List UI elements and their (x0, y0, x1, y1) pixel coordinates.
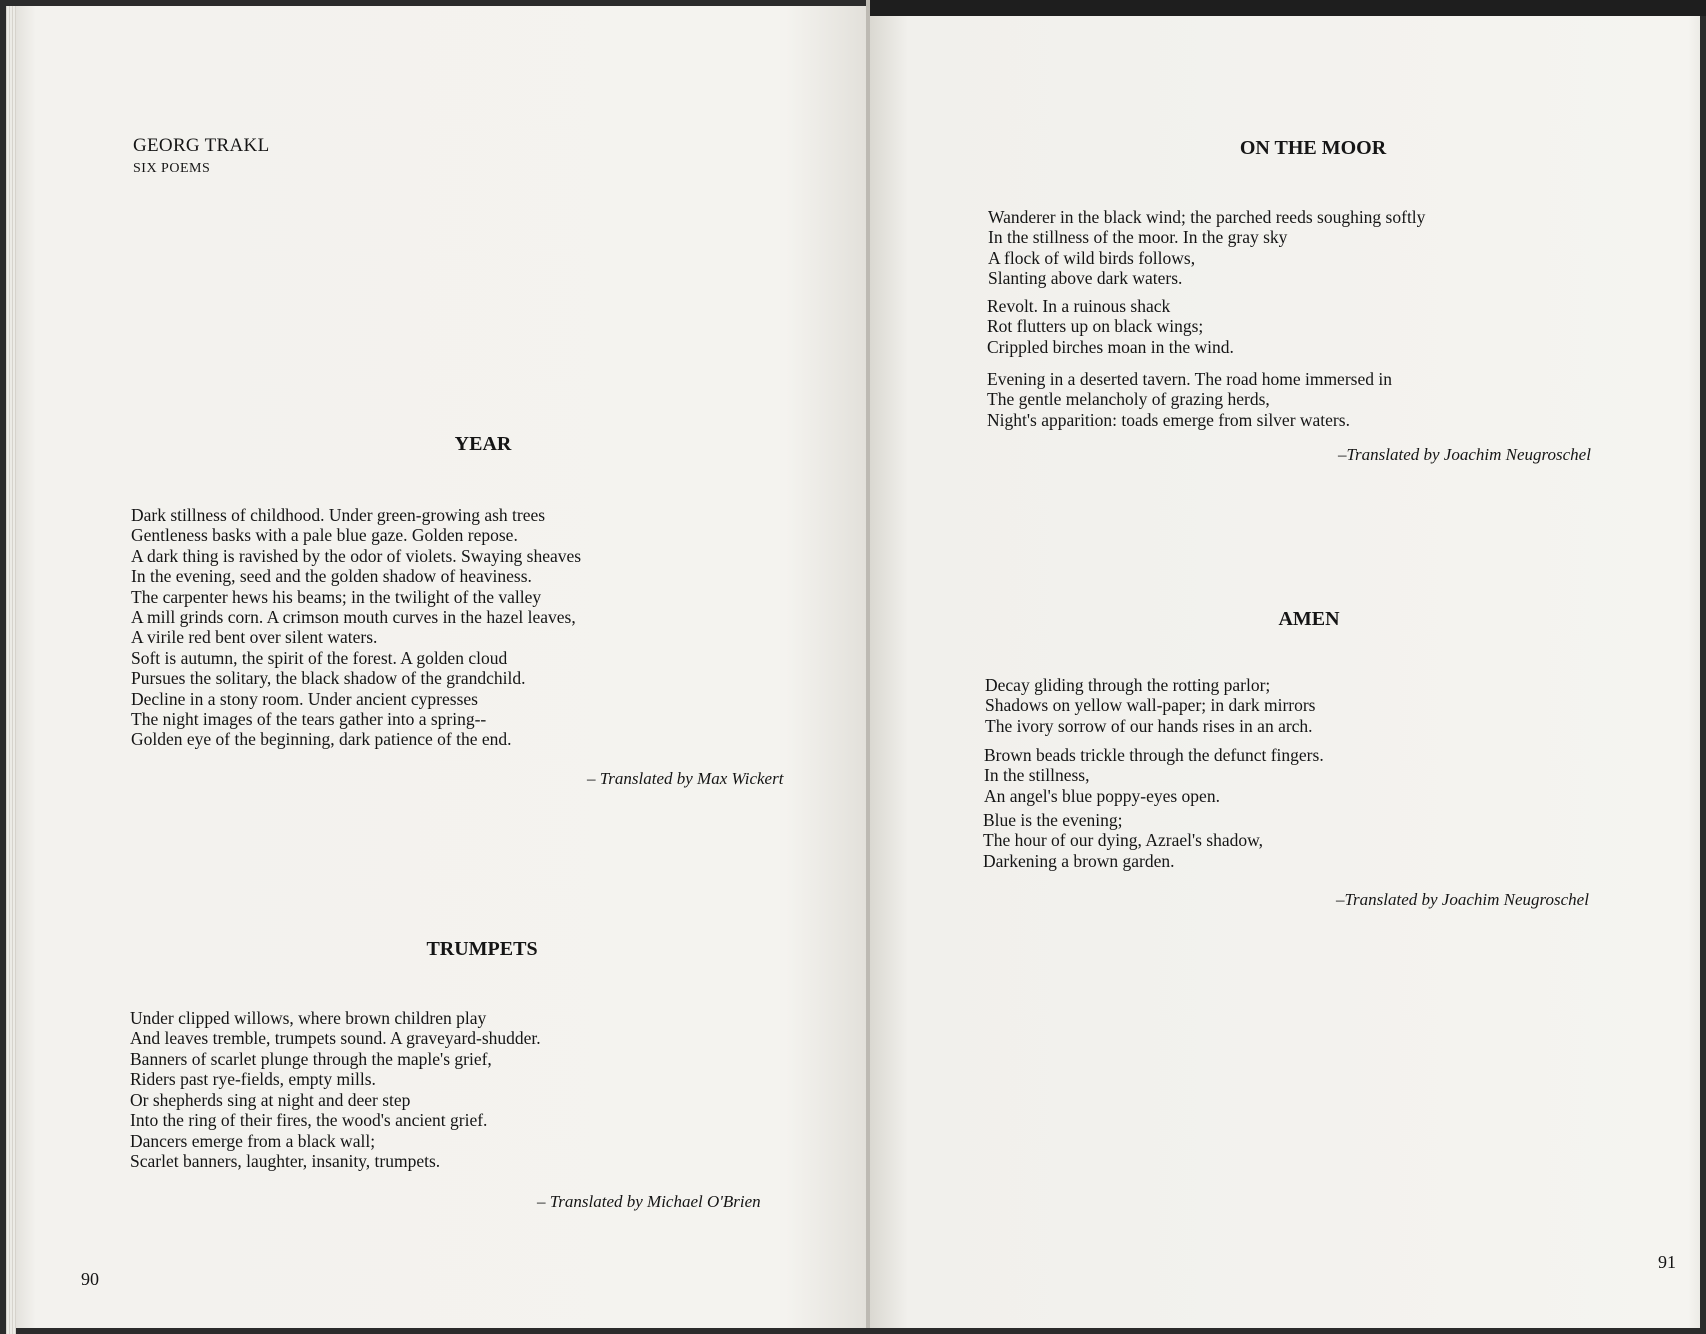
poem-line: Under clipped willows, where brown children play (130, 1008, 487, 1028)
book-gutter (866, 0, 870, 1328)
poem-line: Slanting above dark waters. (988, 268, 1183, 289)
scan-border (870, 0, 1706, 16)
poem-line: A mill grinds corn. A crimson mouth curves in the hazel leaves, (131, 607, 576, 628)
poem-line: Into the ring of their fires, the wood's ancient grief. (130, 1110, 488, 1131)
poem-line: Pursues the solitary, the black shadow of the grandchild. (131, 668, 526, 689)
poem-line: Night's apparition: toads emerge from silver waters. (987, 409, 1350, 430)
poem-trumpets-stanza-2 (130, 1090, 487, 1172)
poem-line: Rot flutters up on black wings; (987, 316, 1204, 337)
poem-line: Decay gliding through the rotting parlor; (985, 675, 1271, 695)
poem-line: Banners of scarlet plunge through the maple's grief, (130, 1048, 492, 1069)
poem-line: Soft is autumn, the spirit of the forest. A golden cloud (131, 647, 508, 668)
translator-credit: –Translated by Joachim Neugroschel (1338, 445, 1591, 464)
poem-title-trumpets: TRUMPETS (426, 938, 538, 960)
poem-line: An angel's blue poppy-eyes open. (984, 785, 1220, 806)
poem-line: Gentleness basks with a pale blue gaze. Golden repose. (131, 525, 518, 546)
poem-line: The gentle melancholy of grazing herds, (987, 389, 1270, 410)
poem-line: Brown beads trickle through the defunct fingers. (984, 745, 1324, 765)
poem-year-stanza-1 (131, 505, 581, 750)
poem-line: Riders past rye-fields, empty mills. (130, 1069, 376, 1090)
poem-line: Dancers emerge from a black wall; (130, 1130, 376, 1151)
poem-line: Decline in a stony room. Under ancient cypresses (131, 688, 478, 709)
poem-line: And leaves tremble, trumpets sound. A graveyard-shudder. (130, 1028, 541, 1049)
poem-line: In the stillness of the moor. In the gray sky (988, 227, 1288, 248)
poem-amen-stanza-3 (983, 810, 1263, 871)
poem-title-year: YEAR (454, 433, 512, 455)
poem-title-on-the-moor: ON THE MOOR (1239, 137, 1387, 159)
page-edge (6, 6, 16, 1334)
poem-amen-stanza-2 (984, 745, 1324, 806)
author-name: GEORG TRAKL (133, 135, 270, 156)
poem-amen-stanza-1 (985, 675, 1315, 736)
poem-trumpets-stanza-1 (130, 1008, 541, 1090)
poem-line: In the stillness, (984, 765, 1090, 786)
poem-line: Or shepherds sing at night and deer step (130, 1090, 411, 1110)
translator-credit: – Translated by Max Wickert (587, 769, 784, 788)
poem-line: A flock of wild birds follows, (988, 247, 1196, 268)
page-number-right: 91 (1658, 1252, 1676, 1272)
poem-line: In the evening, seed and the golden shadow of heaviness. (131, 566, 532, 587)
poem-line: Wanderer in the black wind; the parched reeds soughing softly (988, 207, 1426, 227)
poem-line: Shadows on yellow wall-paper; in dark mirrors (985, 695, 1316, 716)
poem-title-amen: AMEN (1278, 608, 1340, 630)
poem-line: Dark stillness of childhood. Under green-growing ash trees (131, 505, 546, 525)
poem-line: Darkening a brown garden. (983, 850, 1175, 871)
poem-line: Scarlet banners, laughter, insanity, trumpets. (130, 1151, 441, 1172)
section-subtitle: SIX POEMS (133, 161, 211, 176)
poem-line: Evening in a deserted tavern. The road home immersed in (987, 369, 1392, 389)
translator-credit: –Translated by Joachim Neugroschel (1336, 890, 1589, 909)
right-page (868, 6, 1700, 1328)
poem-line: Crippled birches moan in the wind. (987, 336, 1234, 357)
poem-moor-stanza-1 (988, 207, 1425, 289)
poem-line: Golden eye of the beginning, dark patience of the end. (131, 729, 512, 750)
translator-credit: – Translated by Michael O'Brien (537, 1192, 761, 1211)
poem-line: The ivory sorrow of our hands rises in an arch. (985, 715, 1313, 736)
poem-moor-stanza-2 (987, 296, 1234, 357)
poem-moor-stanza-3 (987, 369, 1392, 430)
poem-line: The hour of our dying, Azrael's shadow, (983, 830, 1264, 851)
page-number-left: 90 (81, 1269, 99, 1289)
poem-line: Blue is the evening; (983, 810, 1123, 830)
poem-line: A dark thing is ravished by the odor of violets. Swaying sheaves (131, 545, 582, 566)
poem-line: The carpenter hews his beams; in the twilight of the valley (131, 586, 542, 607)
poem-line: Revolt. In a ruinous shack (987, 296, 1171, 316)
poem-line: The night images of the tears gather into a spring-- (131, 709, 487, 730)
poem-line: A virile red bent over silent waters. (131, 627, 378, 648)
